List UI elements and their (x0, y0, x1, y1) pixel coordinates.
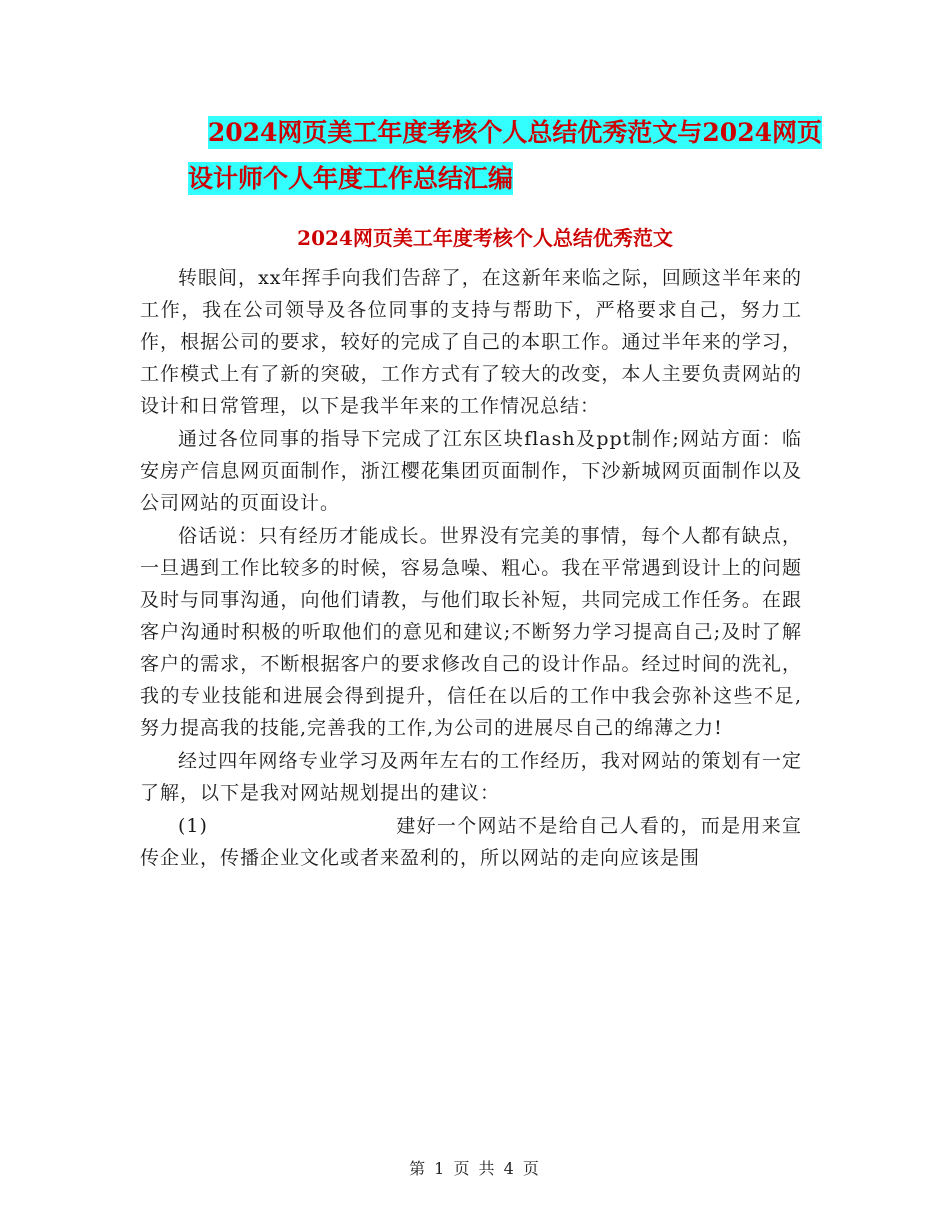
title-line-2: 设计师个人年度工作总结汇编 (188, 164, 514, 193)
list-item-text: 建好一个网站不是给自己人看的，而是用来宣传企业，传播企业文化或者来盈利的，所以网站的走向应该是围 (140, 815, 802, 869)
paragraph: 转眼间，xx年挥手向我们告辞了，在这新年来临之际，回顾这半年来的工作，我在公司领导及各位同事的支持与帮助下，严格要求自己，努力工作，根据公司的要求，较好的完成了自己的本职工作。通过半年来的学习，工作模式上有了新的突破，工作方式有了较大的改变，本人主要负责网站的设计和日常管理，以下是我半年来的工作情况总结： (140, 267, 802, 417)
paragraph: 俗话说：只有经历才能成长。世界没有完美的事情，每个人都有缺点，一旦遇到工作比较多的时候，容易急噪、粗心。我在平常遇到设计上的问题及时与同事沟通，向他们请教，与他们取长补短，共同完成工作任务。在跟客户沟通时积极的听取他们的意见和建议;不断努力学习提高自己;及时了解客户的需求，不断根据客户的要求修改自己的设计作品。经过时间的洗礼，我的专业技能和进展会得到提升，信任在以后的工作中我会弥补这些不足,努力提高我的技能,完善我的工作,为公司的进展尽自己的绵薄之力! (140, 525, 802, 739)
title-line-1: 2024网页美工年度考核个人总结优秀范文与2024网页 (207, 118, 822, 147)
list-item-number: (1) (178, 815, 208, 837)
document-body (140, 262, 802, 875)
document-title (140, 112, 830, 200)
paragraph: 通过各位同事的指导下完成了江东区块flash及ppt制作;网站方面：临安房产信息网页面制作，浙江樱花集团页面制作，下沙新城网页面制作以及公司网站的页面设计。 (140, 428, 802, 514)
page-footer: 第 1 页 共 4 页 (409, 1159, 541, 1178)
paragraph: 经过四年网络专业学习及两年左右的工作经历，我对网站的策划有一定了解，以下是我对网站规划提出的建议： (140, 750, 802, 804)
list-item (140, 810, 802, 874)
section-title: 2024网页美工年度考核个人总结优秀范文 (297, 226, 673, 250)
